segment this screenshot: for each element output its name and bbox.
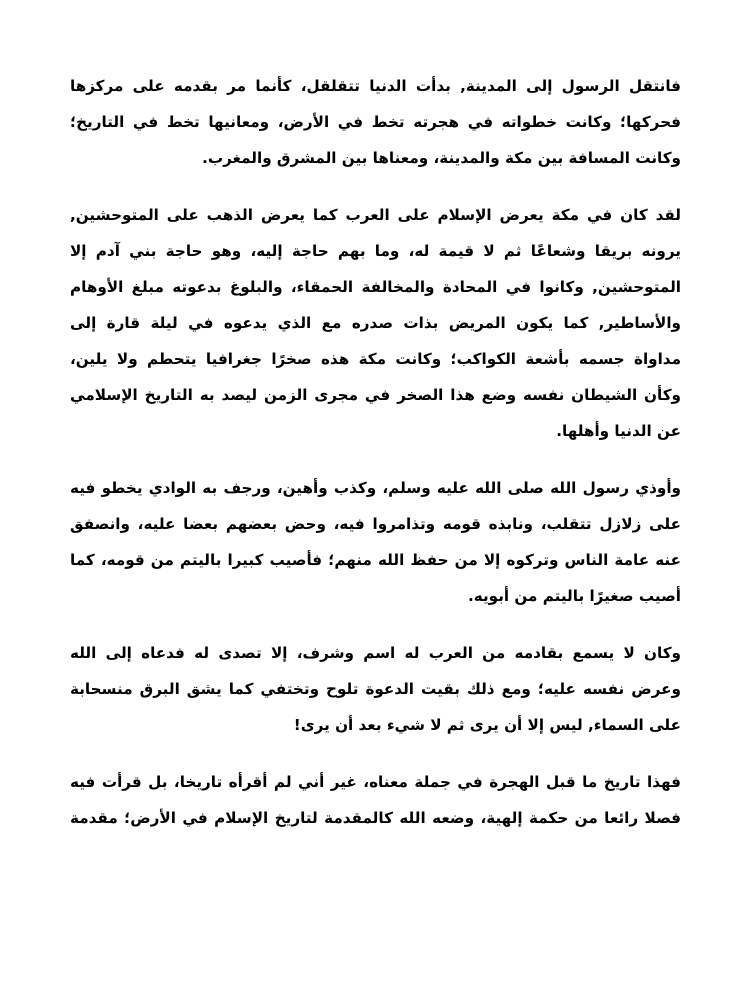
text-line: عنه عامة الناس وتركوه إلا من حفظ الله منهم؛ فأصيب كبيرا باليتم من قومه، كما: [70, 551, 681, 569]
text-line: وكان لا يسمع بقادمه من العرب له اسم وشرف، إلا تصدى له فدعاه إلى الله: [70, 644, 681, 662]
text-line: المتوحشين, وكانوا في المحادة والمخالفة الحمقاء، والبلوغ بدعوته مبلغ الأوهام: [70, 278, 681, 296]
text-line: وكأن الشيطان نفسه وضع هذا الصخر في مجرى الزمن ليصد به التاريخ الإسلامي: [70, 386, 681, 404]
paragraph: [70, 197, 681, 449]
text-line: فصلا رائعا من حكمة إلهية، وضعه الله كالمقدمة لتاريخ الإسلام في الأرض؛ مقدمة: [70, 809, 681, 827]
text-line: فهذا تاريخ ما قبل الهجرة في جملة معناه، غير أني لم أقرأه تاريخا، بل قرأت فيه: [70, 773, 681, 791]
paragraph: [70, 470, 681, 614]
paragraph: [70, 764, 681, 836]
document-page: [70, 68, 681, 857]
text-line: مداواة جسمه بأشعة الكواكب؛ وكانت مكة هذه صخرًا جغرافيا يتحطم ولا يلين،: [70, 350, 681, 368]
text-line: وكانت المسافة بين مكة والمدينة، ومعناها بين المشرق والمغرب.: [202, 149, 681, 167]
text-line: أصيب صغيرًا باليتم من أبويه.: [467, 587, 681, 605]
text-line: على زلازل تتقلب، ونابذه قومه وتذامروا فيه، وحض بعضهم بعضا عليه، وانصفق: [70, 515, 681, 533]
text-line: على السماء, ليس إلا أن يرى ثم لا شيء بعد أن يرى!: [293, 716, 681, 734]
text-line: وعرض نفسه عليه؛ ومع ذلك بقيت الدعوة تلوح وتختفي كما يشق البرق منسحابة: [70, 680, 681, 698]
text-line: عن الدنيا وأهلها.: [556, 422, 681, 440]
text-line: يرونه بريقا وشعاعًا ثم لا قيمة له، وما بهم حاجة إليه، وهو حاجة بني آدم إلا: [70, 242, 681, 260]
text-line: وأوذي رسول الله صلى الله عليه وسلم، وكذب وأهين، ورجف به الوادي يخطو فيه: [70, 479, 681, 497]
text-line: فحركها؛ وكانت خطواته في هجرته تخط في الأرض، ومعانيها تخط في التاريخ؛: [70, 113, 681, 131]
text-line: فانتقل الرسول إلى المدينة, بدأت الدنيا تتقلقل، كأنما مر بقدمه على مركزها: [70, 77, 681, 95]
text-line: لقد كان في مكة يعرض الإسلام على العرب كما يعرض الذهب على المتوحشين,: [70, 206, 681, 224]
paragraph: [70, 68, 681, 176]
text-line: والأساطير, كما يكون المريض بذات صدره مع الذي يدعوه في ليلة قارة إلى: [70, 314, 681, 332]
paragraph: [70, 635, 681, 743]
